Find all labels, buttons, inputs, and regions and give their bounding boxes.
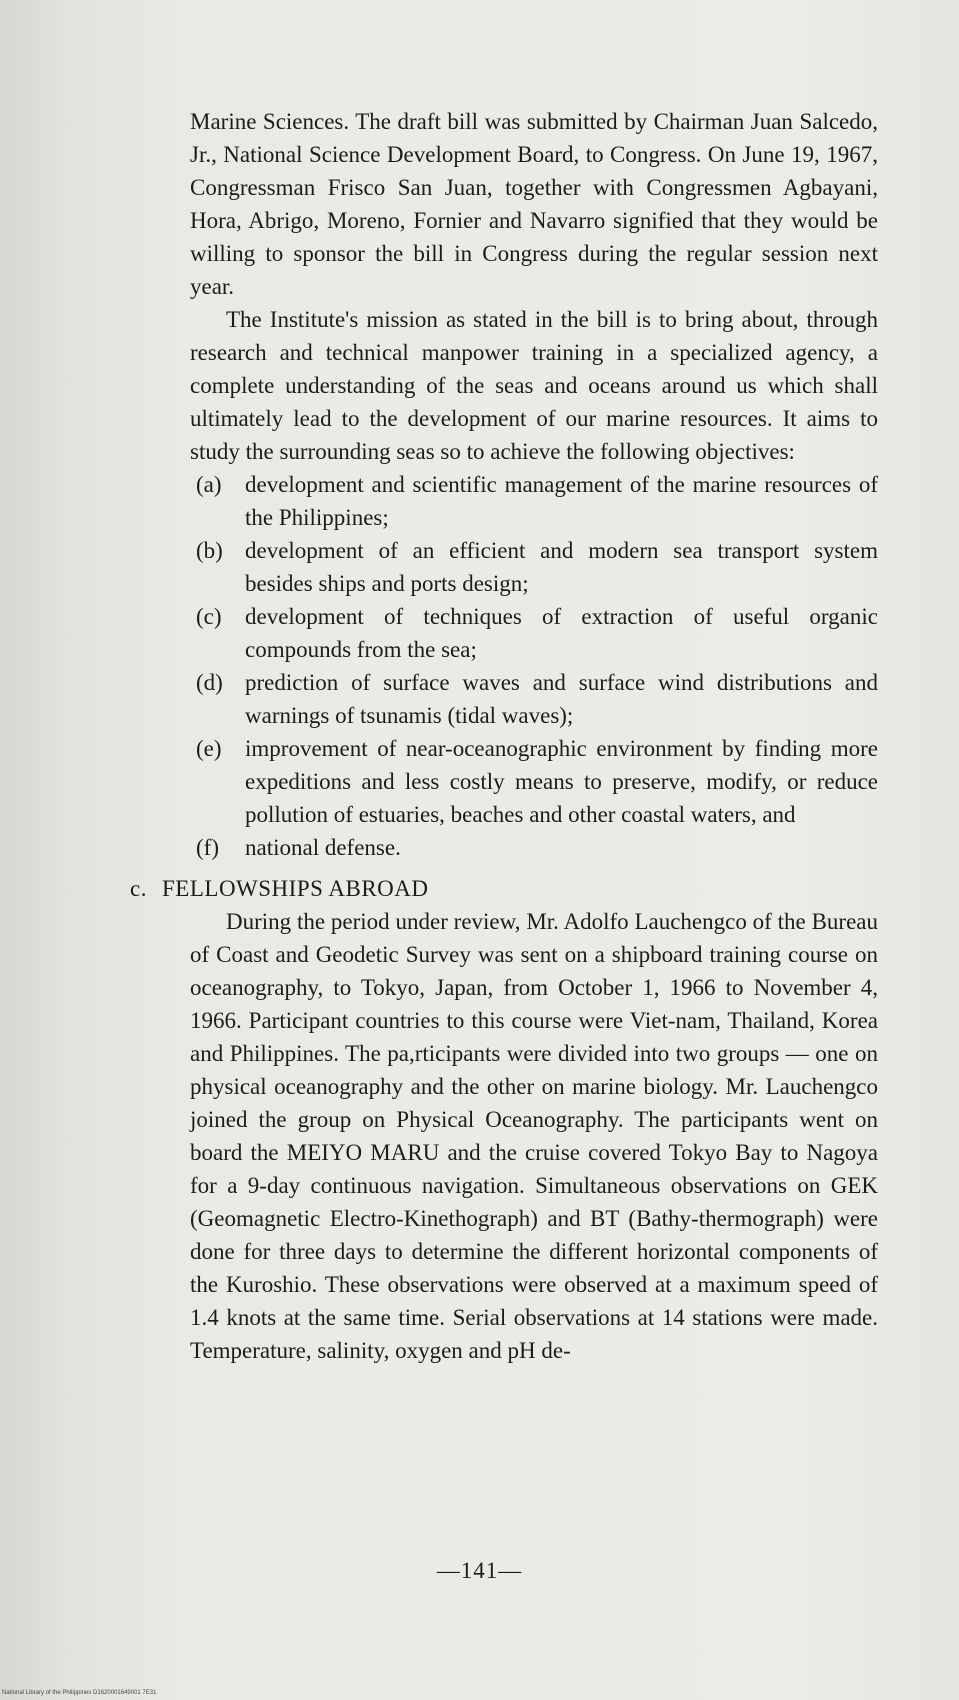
intro-paragraph: Marine Sciences. The draft bill was submitted by Chairman Juan Salcedo, Jr., National Science Development Board, to Congress. On June 19, 1967, Congressman Frisco San Juan, together with Congressmen Agbayani, Hora, Abrigo, Moreno, Fornier and Navarro signified that they would be willing to sponsor the bill in Congress during the regular session next year. — [190, 109, 878, 299]
objective-text: prediction of surface waves and surface wind distributions and warnings of tsunamis (tidal waves); — [245, 670, 878, 728]
objective-text: development of techniques of extraction of useful organic compounds from the sea; — [245, 604, 878, 662]
objective-text: improvement of near-oceanographic environment by finding more expeditions and less costly means to preserve, modify, or reduce pollution of estuaries, beaches and other coastal waters, and — [245, 736, 878, 827]
objective-text: development and scientific management of the marine resources of the Philippines; — [245, 472, 878, 530]
page-number: —141— — [436, 1558, 523, 1583]
objective-marker: (a) — [196, 472, 222, 497]
objective-marker: (d) — [196, 670, 223, 695]
section-title: FELLOWSHIPS ABROAD — [162, 876, 429, 901]
objective-item — [190, 600, 878, 666]
objective-marker: (b) — [196, 538, 223, 563]
objective-marker: (c) — [196, 604, 222, 629]
objective-item — [190, 831, 878, 864]
objective-item — [190, 468, 878, 534]
objective-marker: (e) — [196, 736, 222, 761]
page-body — [130, 105, 878, 1367]
mission-paragraph: The Institute's mission as stated in the bill is to bring about, through research and technical manpower training in a specialized agency, a complete understanding of the seas and oceans around us which shall ultimately lead to the development of our marine resources. It aims to study the surrounding seas so to achieve the following objectives: — [190, 307, 878, 464]
objective-item — [190, 666, 878, 732]
objectives-list — [190, 468, 878, 864]
section-heading — [130, 872, 878, 905]
footer-stamp: National Library of the Philippines D1620001649001 7E31 — [2, 1690, 157, 1696]
objective-item — [190, 732, 878, 831]
objective-item — [190, 534, 878, 600]
objective-marker: (f) — [196, 835, 219, 860]
section-letter: c. — [130, 876, 147, 901]
objective-text: development of an efficient and modern sea transport system besides ships and ports design; — [245, 538, 878, 596]
objective-text: national defense. — [245, 835, 401, 860]
fellowship-paragraph: During the period under review, Mr. Adolfo Lauchengco of the Bureau of Coast and Geodetic Survey was sent on a shipboard training course on oceanography, to Tokyo, Japan, from October 1, 1966 to November 4, 1966. Participant countries to this course were Viet-nam, Thailand, Korea and Philippines. The pa,rticipants were divided into two groups — one on physical oceanography and the other on marine biology. Mr. Lauchengco joined the group on Physical Oceanography. The participants went on board the MEIYO MARU and the cruise covered Tokyo Bay to Nagoya for a 9-day continuous navigation. Simultaneous observations on GEK (Geomagnetic Electro-Kinethograph) and BT (Bathy-thermograph) were done for three days to determine the different horizontal components of the Kuroshio. These observations were observed at a maximum speed of 1.4 knots at the same time. Serial observations at 14 stations were made. Temperature, salinity, oxygen and pH de- — [190, 909, 878, 1363]
